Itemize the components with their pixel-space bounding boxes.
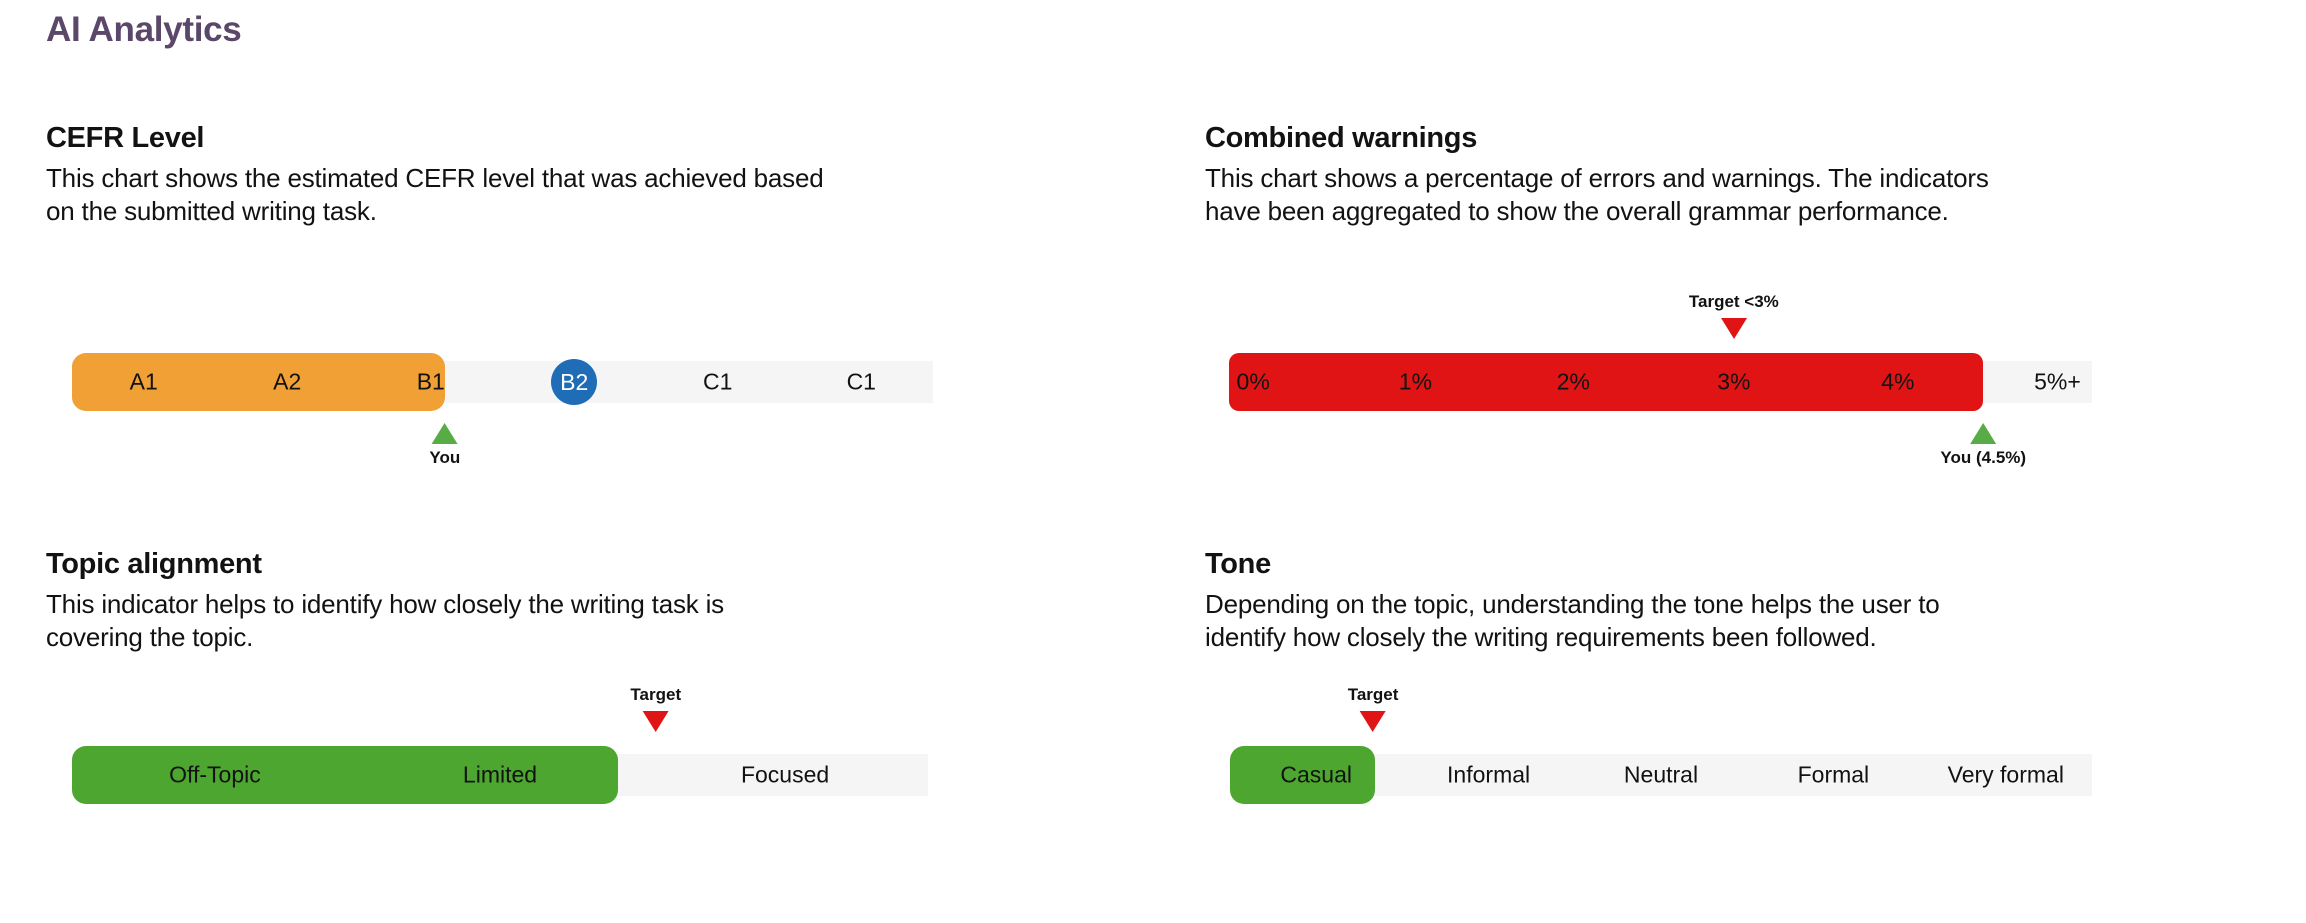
tone-label-neutral: Neutral [1623, 761, 1699, 788]
tone-target-label: Target [1347, 685, 1399, 704]
triangle-down-icon [1721, 318, 1747, 339]
triangle-down-icon [643, 711, 669, 732]
warnings-label-1pct: 1% [1398, 368, 1433, 395]
warnings-description-line1: This chart shows a percentage of errors and warnings. The indicators [1205, 163, 1989, 193]
cefr-achieved-bar [72, 353, 445, 411]
warnings-description-line2: have been aggregated to show the overall grammar performance. [1205, 196, 1949, 226]
cefr-level-badge-b2: B2 [551, 359, 597, 405]
warnings-label-2pct: 2% [1556, 368, 1590, 395]
section-tone [1205, 548, 1940, 654]
tone-label-casual: Casual [1280, 761, 1352, 788]
tone-description-line1: Depending on the topic, understanding the tone helps the user to [1205, 589, 1940, 619]
topic-label-limited: Limited [462, 761, 538, 788]
section-cefr-level [46, 122, 824, 228]
cefr-you-label: You [429, 448, 461, 467]
cefr-description-line1: This chart shows the estimated CEFR level that was achieved based [46, 163, 824, 193]
warnings-label-4pct: 4% [1881, 368, 1915, 395]
topic-label-focused: Focused [740, 761, 830, 788]
tone-label-formal: Formal [1797, 761, 1870, 788]
topic-target-marker [630, 685, 681, 732]
warnings-you-label: You (4.5%) [1940, 448, 2027, 467]
cefr-label-a2: A2 [273, 368, 302, 395]
warnings-label-3pct: 3% [1717, 368, 1751, 395]
triangle-up-icon [1970, 423, 1996, 444]
cefr-label-c1b: C1 [846, 368, 876, 395]
tone-label-informal: Informal [1447, 761, 1531, 788]
triangle-up-icon [432, 423, 458, 444]
tone-heading: Tone [1205, 548, 1271, 580]
warnings-heading: Combined warnings [1205, 122, 1478, 154]
page-title: AI Analytics [46, 10, 242, 49]
tone-label-very-formal: Very formal [1947, 761, 2064, 788]
topic-description-line1: This indicator helps to identify how closely the writing task is [46, 589, 724, 619]
warnings-you-marker [1940, 423, 2026, 468]
section-topic-alignment [46, 548, 724, 654]
warnings-target-label: Target <3% [1688, 292, 1779, 311]
topic-heading: Topic alignment [46, 548, 262, 580]
warnings-label-5pct-plus: 5%+ [2034, 368, 2081, 395]
cefr-you-marker [429, 423, 460, 468]
topic-target-label: Target [630, 685, 682, 704]
topic-gauge-chart [72, 685, 928, 804]
warnings-value-bar [1229, 353, 1983, 411]
warnings-label-0pct: 0% [1236, 368, 1270, 395]
triangle-down-icon [1360, 711, 1386, 732]
cefr-description-line2: on the submitted writing task. [46, 196, 377, 226]
cefr-label-a1: A1 [129, 368, 158, 395]
topic-label-off-topic: Off-Topic [169, 761, 261, 788]
cefr-heading: CEFR Level [46, 122, 205, 154]
topic-description-line2: covering the topic. [46, 622, 254, 652]
cefr-label-c1: C1 [703, 368, 733, 395]
warnings-gauge-chart [1229, 292, 2092, 467]
tone-target-marker [1348, 685, 1399, 732]
section-combined-warnings [1205, 122, 1989, 228]
cefr-gauge-chart [72, 353, 933, 467]
warnings-target-marker [1689, 292, 1779, 339]
tone-gauge-chart [1230, 685, 2092, 804]
tone-description-line2: identify how closely the writing requirements been followed. [1205, 622, 1877, 652]
cefr-label-b1: B1 [416, 368, 445, 395]
